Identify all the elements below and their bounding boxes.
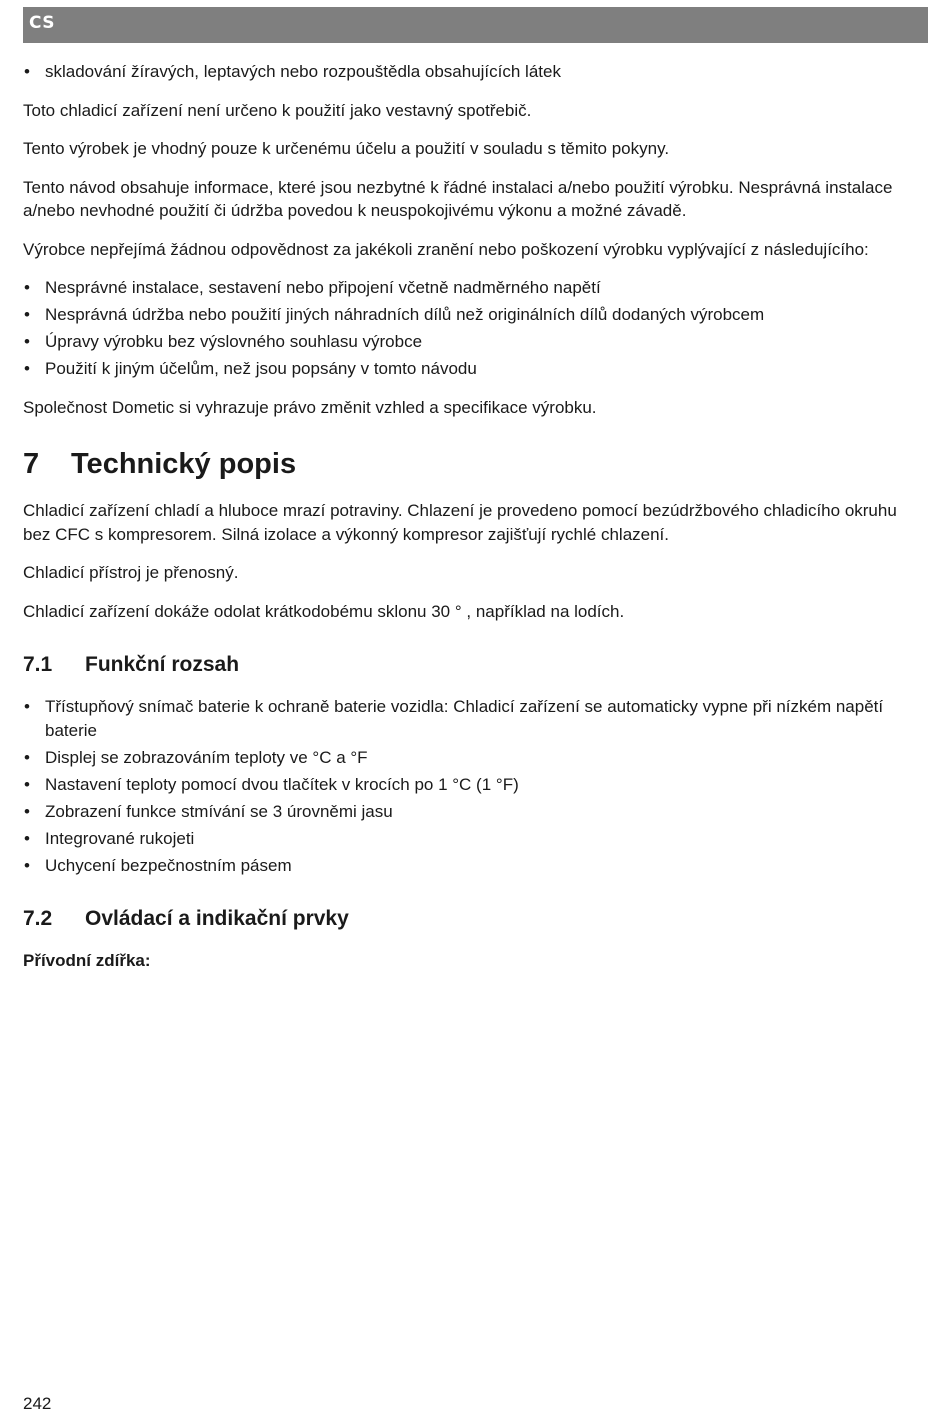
- list-item: • Nastavení teploty pomocí dvou tlačítek v krocích po 1 °C (1 °F): [23, 773, 903, 797]
- paragraph: Výrobce nepřejímá žádnou odpovědnost za jakékoli zranění nebo poškození výrobku vyplývající z následujícího:: [23, 239, 869, 259]
- list-item: • skladování žíravých, leptavých nebo rozpouštědla obsahujících látek: [23, 60, 903, 84]
- paragraph: Toto chladicí zařízení není určeno k použití jako vestavný spotřebič.: [23, 100, 532, 120]
- section-title: Technický popis: [71, 448, 297, 480]
- list-item: • Úpravy výrobku bez výslovného souhlasu výrobce: [23, 330, 903, 354]
- list-item: • Integrované rukojeti: [23, 827, 903, 851]
- paragraph: Chladicí přístroj je přenosný.: [23, 563, 239, 582]
- paragraph: Chladicí zařízení chladí a hluboce mrazí potraviny. Chlazení je provedeno pomocí bezúdržbového chladicího okruhu bez CFC s kompresorem. Silná izolace a výkonný kompresor zajišťují rychlé chlazení.: [23, 501, 897, 544]
- list-item: • Uchycení bezpečnostním pásem: [23, 854, 903, 878]
- section-7-1-heading: [23, 651, 903, 679]
- list-item: • Nesprávné instalace, sestavení nebo připojení včetně nadměrného napětí: [23, 276, 903, 300]
- section-number: 7.1: [23, 653, 53, 676]
- list-item: • Zobrazení funkce stmívání se 3 úrovněmi jasu: [23, 800, 903, 824]
- list-item: • Použití k jiným účelům, než jsou popsány v tomto návodu: [23, 357, 903, 381]
- page-number: 242: [23, 1394, 52, 1413]
- page-content: [23, 60, 903, 988]
- section-7-heading: [23, 447, 903, 481]
- liability-bullet-list: [23, 276, 903, 381]
- paragraph: Tento návod obsahuje informace, které jsou nezbytné k řádné instalaci a/nebo použití výrobku. Nesprávná instalace a/nebo nevhodné použití či údržba povedou k neuspokojivému výkonu a možné závadě.: [23, 177, 893, 220]
- section-title: Funkční rozsah: [85, 653, 240, 676]
- list-item: • Displej se zobrazováním teploty ve °C a °F: [23, 746, 903, 770]
- language-code: CS: [29, 13, 56, 33]
- language-header-bar: [23, 7, 928, 43]
- input-socket-label: Přívodní zdířka:: [23, 951, 151, 970]
- section-7-2-heading: [23, 905, 903, 933]
- list-item: • Třístupňový snímač baterie k ochraně baterie vozidla: Chladicí zařízení se automaticky vypne při nízkém napětí baterie: [23, 695, 903, 742]
- section-number: 7.2: [23, 907, 53, 930]
- paragraph: Společnost Dometic si vyhrazuje právo změnit vzhled a specifikace výrobku.: [23, 397, 597, 417]
- section-number: 7: [23, 448, 40, 480]
- section-title: Ovládací a indikační prvky: [85, 907, 349, 930]
- paragraph: Chladicí zařízení dokáže odolat krátkodobému sklonu 30 ° , například na lodích.: [23, 601, 625, 621]
- features-bullet-list: [23, 695, 903, 877]
- intro-bullet-list: [23, 60, 903, 84]
- paragraph: Tento výrobek je vhodný pouze k určenému účelu a použití v souladu s těmito pokyny.: [23, 139, 670, 158]
- list-item: • Nesprávná údržba nebo použití jiných náhradních dílů než originálních dílů dodaných výrobcem: [23, 303, 903, 327]
